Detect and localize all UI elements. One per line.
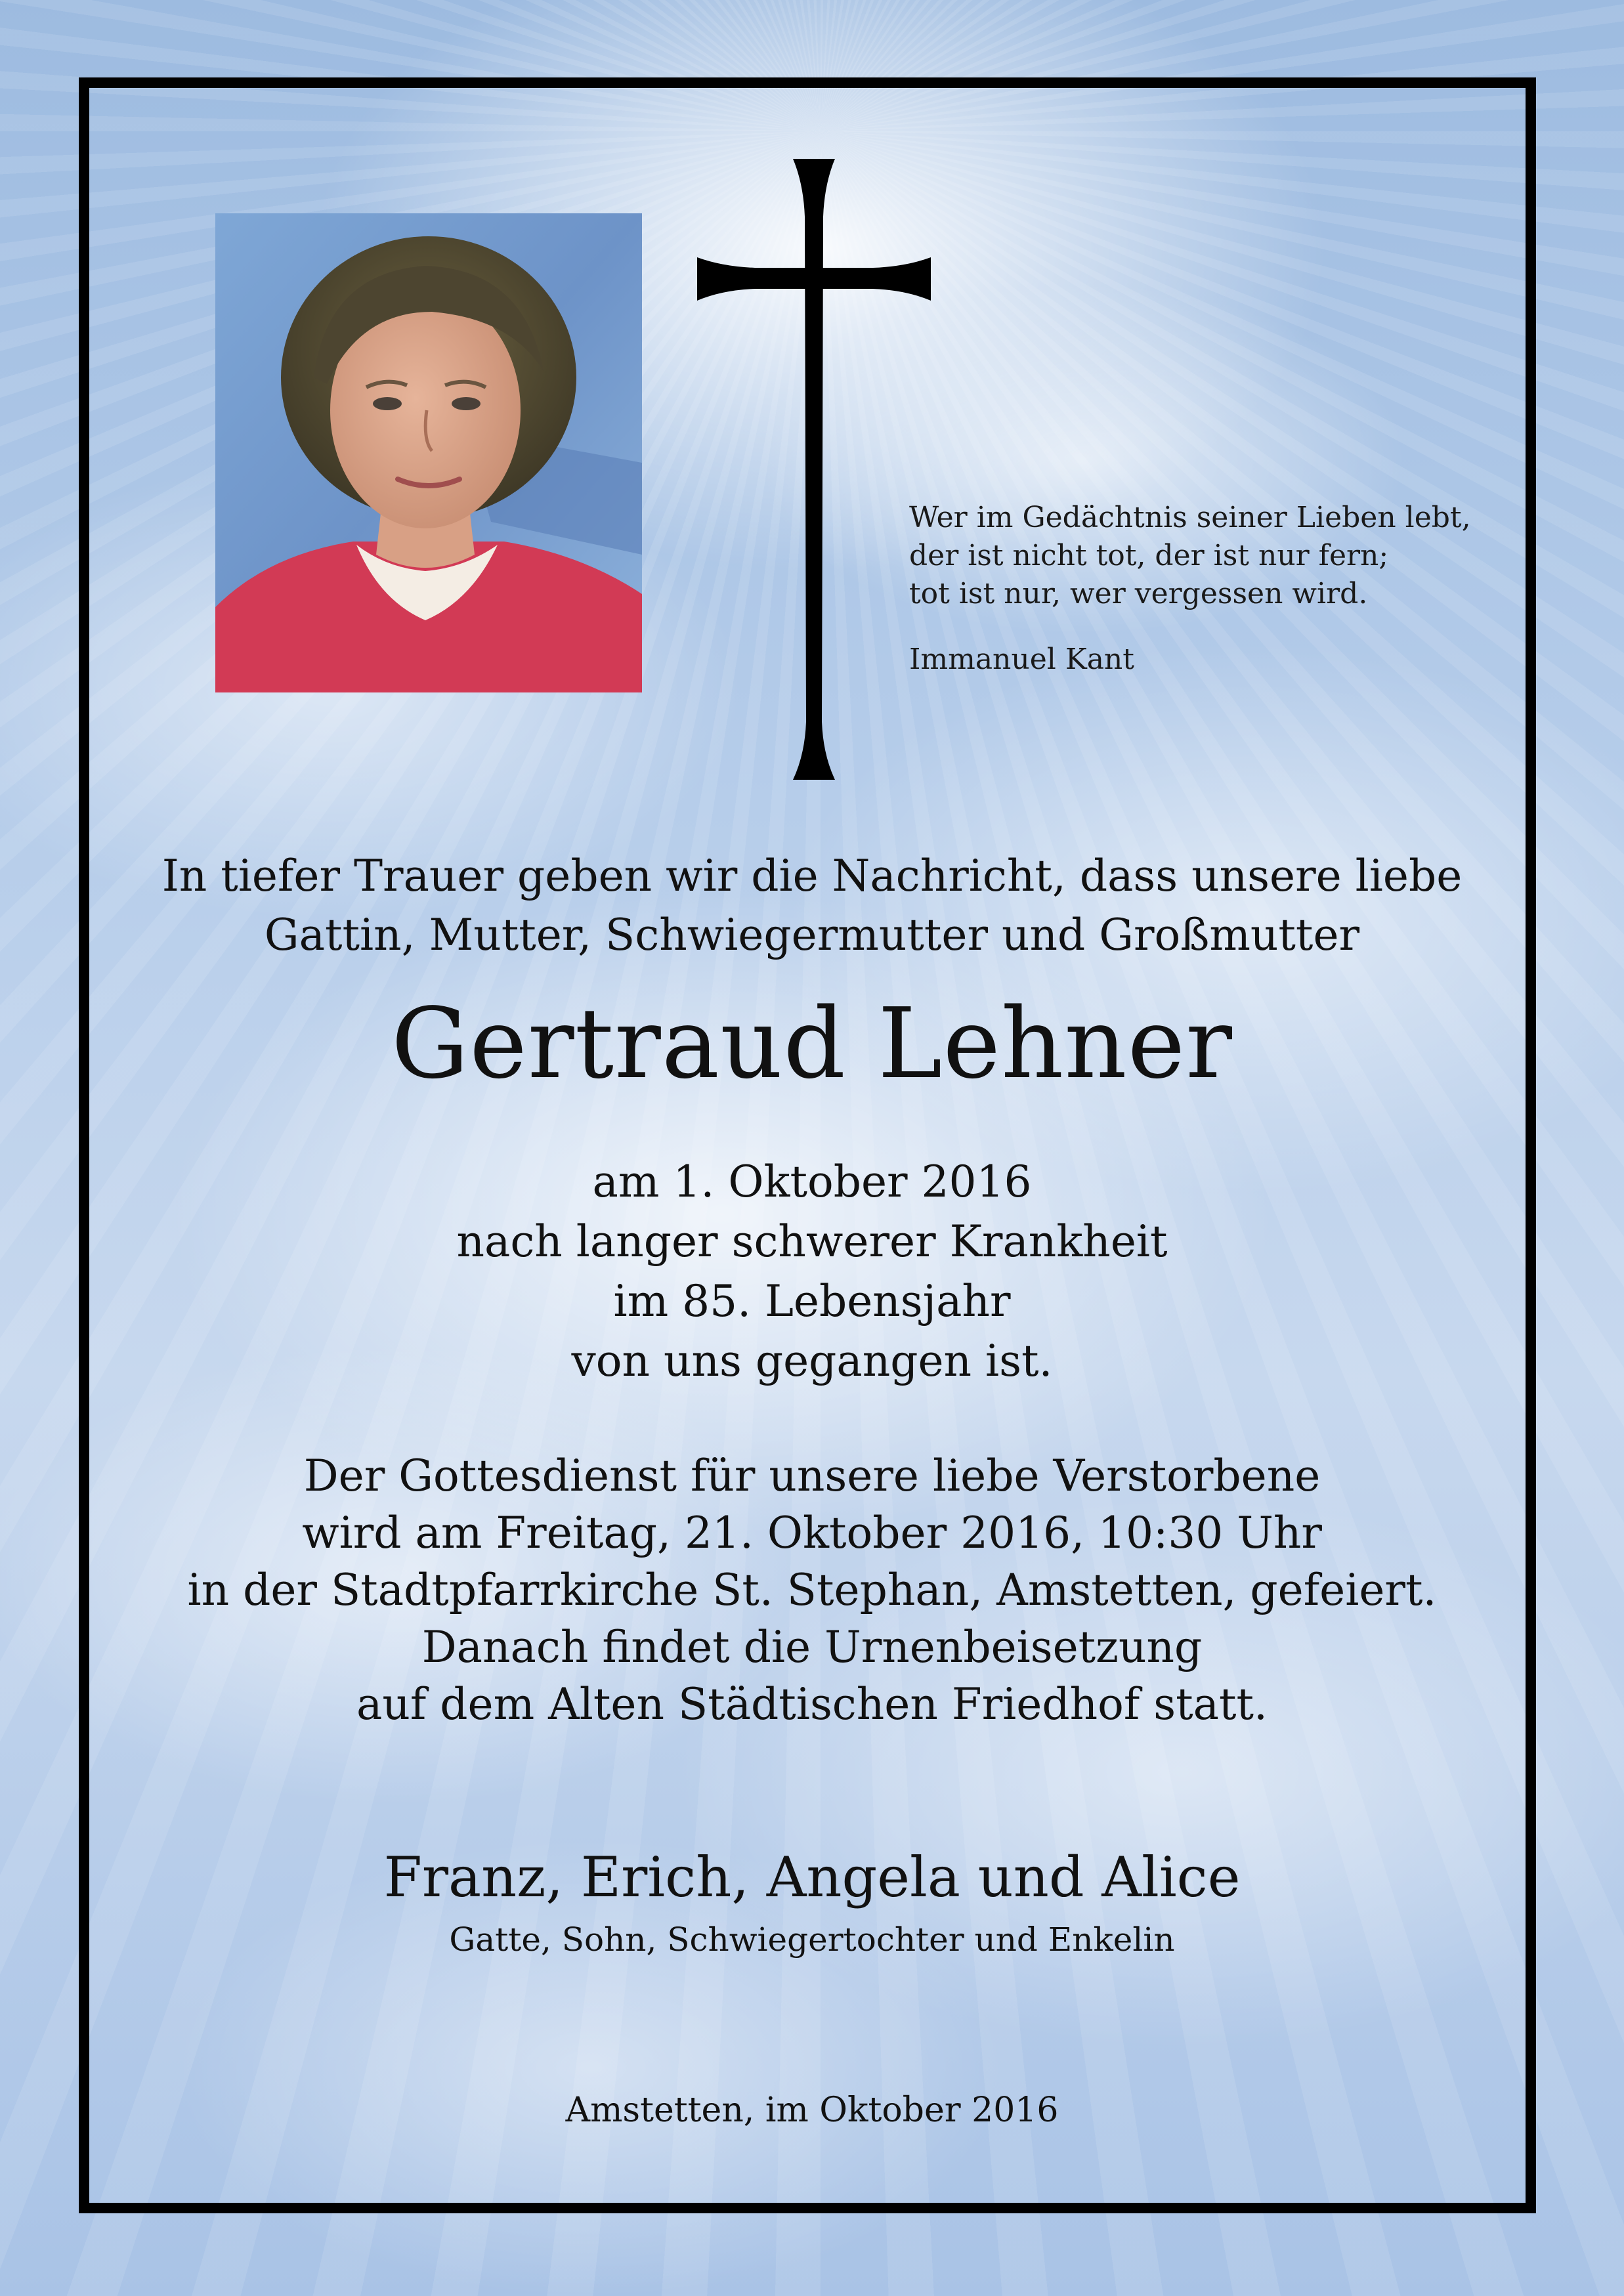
cross-icon [696,158,932,781]
portrait-photo [215,213,642,692]
death-notice-line: am 1. Oktober 2016 [592,1157,1032,1207]
service-line: Danach findet die Urnenbeisetzung [421,1622,1203,1672]
quote-line: Wer im Gedächtnis seiner Lieben lebt, [909,501,1471,534]
quote-block [909,499,1539,679]
service-info [0,1447,1624,1733]
intro-line: In tiefer Trauer geben wir die Nachricht, dass unsere liebe [161,851,1463,901]
quote-line: tot ist nur, wer vergessen wird. [909,577,1368,610]
death-notice-line: im 85. Lebensjahr [613,1276,1011,1327]
service-line: wird am Freitag, 21. Oktober 2016, 10:30 Uhr [302,1508,1322,1558]
place-date [0,2087,1624,2133]
place-date-text: Amstetten, im Oktober 2016 [565,2091,1059,2130]
service-line: Der Gottesdienst für unsere liebe Verstorbene [303,1451,1321,1501]
intro-text [0,847,1624,965]
service-line: auf dem Alten Städtischen Friedhof statt. [356,1679,1268,1730]
mourners-relations-text: Gatte, Sohn, Schwiegertochter und Enkelin [449,1921,1175,1959]
death-notice [0,1152,1624,1391]
quote-author: Immanuel Kant [909,643,1134,676]
quote-line: der ist nicht tot, der ist nur fern; [909,539,1389,572]
deceased-name [0,985,1624,1103]
death-notice-line: von uns gegangen ist. [571,1336,1053,1386]
mourners-names-text: Franz, Erich, Angela und Alice [383,1845,1241,1909]
intro-line: Gattin, Mutter, Schwiegermutter und Großmutter [264,910,1360,960]
death-notice-line: nach langer schwerer Krankheit [456,1216,1168,1267]
mourners-relations [0,1917,1624,1963]
service-line: in der Stadtpfarrkirche St. Stephan, Amstetten, gefeiert. [187,1565,1437,1615]
deceased-name-text: Gertraud Lehner [391,987,1233,1100]
mourners-names [0,1841,1624,1913]
